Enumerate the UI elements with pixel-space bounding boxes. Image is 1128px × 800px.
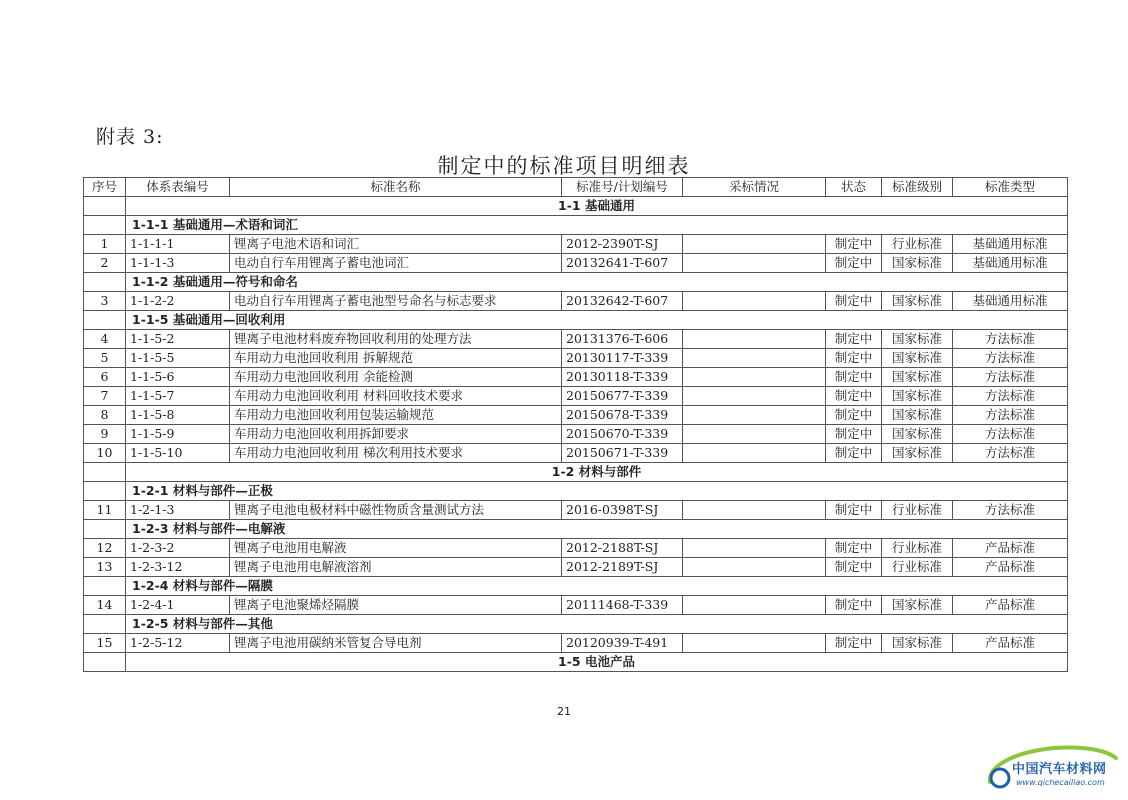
table-row	[84, 235, 1068, 254]
cell-type: 方法标准	[953, 330, 1068, 349]
watermark-brand: 中国汽车材料网	[1012, 762, 1107, 777]
cell-status: 制定中	[826, 444, 882, 463]
cell-type: 基础通用标准	[953, 235, 1068, 254]
table-row	[84, 539, 1068, 558]
cell-status: 制定中	[826, 387, 882, 406]
cell-type: 方法标准	[953, 425, 1068, 444]
cell-name: 电动自行车用锂离子蓄电池词汇	[230, 254, 562, 273]
cell-name: 锂离子电池材料废弃物回收利用的处理方法	[230, 330, 562, 349]
cell-std-no: 2012-2189T-SJ	[562, 558, 683, 577]
cell-type: 基础通用标准	[953, 292, 1068, 311]
cell-level: 国家标准	[882, 596, 953, 615]
cell-num: 15	[84, 634, 126, 653]
cell-name: 锂离子电池用电解液	[230, 539, 562, 558]
cell-code: 1-1-5-6	[126, 368, 230, 387]
table-row	[84, 254, 1068, 273]
section-num-cell	[84, 653, 126, 672]
table-row	[84, 330, 1068, 349]
cell-type: 方法标准	[953, 501, 1068, 520]
cell-num: 10	[84, 444, 126, 463]
subsection-row	[84, 216, 1068, 235]
cell-type: 方法标准	[953, 387, 1068, 406]
appendix-label: 附表 3:	[96, 126, 164, 148]
cell-num: 5	[84, 349, 126, 368]
cell-std-no: 2012-2188T-SJ	[562, 539, 683, 558]
header-level: 标准级别	[882, 178, 953, 197]
table-row	[84, 349, 1068, 368]
section-row	[84, 463, 1068, 482]
cell-name: 车用动力电池回收利用 拆解规范	[230, 349, 562, 368]
watermark-logo	[984, 738, 1124, 794]
cell-status: 制定中	[826, 235, 882, 254]
cell-std-no: 20132642-T-607	[562, 292, 683, 311]
cell-num: 8	[84, 406, 126, 425]
page-title: 制定中的标准项目明细表	[437, 154, 691, 178]
cell-type: 方法标准	[953, 444, 1068, 463]
table-row	[84, 368, 1068, 387]
cell-status: 制定中	[826, 368, 882, 387]
cell-status: 制定中	[826, 634, 882, 653]
cell-code: 1-2-3-2	[126, 539, 230, 558]
cell-type: 方法标准	[953, 349, 1068, 368]
cell-level: 国家标准	[882, 634, 953, 653]
subsection-num-cell	[84, 273, 126, 292]
cell-adopt	[683, 501, 826, 520]
subsection-num-cell	[84, 577, 126, 596]
cell-adopt	[683, 634, 826, 653]
subsection-title: 1-2-3 材料与部件—电解液	[126, 520, 1068, 539]
cell-adopt	[683, 558, 826, 577]
cell-level: 行业标准	[882, 558, 953, 577]
subsection-row	[84, 520, 1068, 539]
cell-num: 9	[84, 425, 126, 444]
cell-code: 1-2-4-1	[126, 596, 230, 615]
cell-name: 车用动力电池回收利用 材料回收技术要求	[230, 387, 562, 406]
cell-level: 行业标准	[882, 235, 953, 254]
cell-status: 制定中	[826, 292, 882, 311]
subsection-row	[84, 615, 1068, 634]
cell-level: 国家标准	[882, 330, 953, 349]
cell-level: 国家标准	[882, 254, 953, 273]
section-num-cell	[84, 463, 126, 482]
cell-status: 制定中	[826, 349, 882, 368]
cell-code: 1-2-3-12	[126, 558, 230, 577]
cell-std-no: 20150677-T-339	[562, 387, 683, 406]
cell-name: 锂离子电池用电解液溶剂	[230, 558, 562, 577]
cell-name: 锂离子电池聚烯烃隔膜	[230, 596, 562, 615]
cell-type: 产品标准	[953, 596, 1068, 615]
subsection-num-cell	[84, 216, 126, 235]
cell-type: 产品标准	[953, 558, 1068, 577]
standards-table	[83, 177, 1068, 672]
header-name: 标准名称	[230, 178, 562, 197]
cell-num: 12	[84, 539, 126, 558]
cell-name: 车用动力电池回收利用拆卸要求	[230, 425, 562, 444]
cell-name: 锂离子电池术语和词汇	[230, 235, 562, 254]
cell-code: 1-1-1-3	[126, 254, 230, 273]
cell-status: 制定中	[826, 558, 882, 577]
cell-std-no: 20111468-T-339	[562, 596, 683, 615]
cell-std-no: 20130118-T-339	[562, 368, 683, 387]
cell-status: 制定中	[826, 330, 882, 349]
cell-adopt	[683, 349, 826, 368]
cell-level: 国家标准	[882, 292, 953, 311]
subsection-row	[84, 311, 1068, 330]
cell-code: 1-1-5-8	[126, 406, 230, 425]
cell-std-no: 20131376-T-606	[562, 330, 683, 349]
cell-std-no: 2012-2390T-SJ	[562, 235, 683, 254]
cell-status: 制定中	[826, 254, 882, 273]
table-row	[84, 387, 1068, 406]
cell-code: 1-2-1-3	[126, 501, 230, 520]
cell-std-no: 20132641-T-607	[562, 254, 683, 273]
cell-adopt	[683, 254, 826, 273]
cell-num: 2	[84, 254, 126, 273]
cell-code: 1-1-5-7	[126, 387, 230, 406]
cell-adopt	[683, 368, 826, 387]
cell-name: 车用动力电池回收利用 余能检测	[230, 368, 562, 387]
cell-adopt	[683, 330, 826, 349]
subsection-title: 1-1-5 基础通用—回收利用	[126, 311, 1068, 330]
subsection-title: 1-1-2 基础通用—符号和命名	[126, 273, 1068, 292]
cell-type: 产品标准	[953, 634, 1068, 653]
cell-adopt	[683, 444, 826, 463]
cell-std-no: 20150671-T-339	[562, 444, 683, 463]
page-number: 21	[557, 705, 571, 718]
cell-num: 3	[84, 292, 126, 311]
cell-level: 国家标准	[882, 349, 953, 368]
header-adopt: 采标情况	[683, 178, 826, 197]
subsection-num-cell	[84, 520, 126, 539]
cell-std-no: 20150670-T-339	[562, 425, 683, 444]
subsection-title: 1-2-4 材料与部件—隔膜	[126, 577, 1068, 596]
section-row	[84, 653, 1068, 672]
cell-level: 国家标准	[882, 387, 953, 406]
cell-std-no: 20130117-T-339	[562, 349, 683, 368]
section-row	[84, 197, 1068, 216]
header-std-no: 标准号/计划编号	[562, 178, 683, 197]
cell-level: 行业标准	[882, 501, 953, 520]
cell-std-no: 20150678-T-339	[562, 406, 683, 425]
cell-level: 国家标准	[882, 425, 953, 444]
cell-std-no: 2016-0398T-SJ	[562, 501, 683, 520]
cell-type: 基础通用标准	[953, 254, 1068, 273]
cell-adopt	[683, 406, 826, 425]
subsection-row	[84, 273, 1068, 292]
table-row	[84, 425, 1068, 444]
subsection-title: 1-1-1 基础通用—术语和词汇	[126, 216, 1068, 235]
watermark-url: www.qichecailiao.com	[1016, 778, 1105, 787]
cell-type: 方法标准	[953, 406, 1068, 425]
cell-num: 6	[84, 368, 126, 387]
cell-code: 1-2-5-12	[126, 634, 230, 653]
cell-status: 制定中	[826, 501, 882, 520]
cell-num: 11	[84, 501, 126, 520]
cell-level: 行业标准	[882, 539, 953, 558]
cell-num: 1	[84, 235, 126, 254]
table-row	[84, 558, 1068, 577]
subsection-title: 1-2-1 材料与部件—正极	[126, 482, 1068, 501]
cell-level: 国家标准	[882, 368, 953, 387]
cell-num: 7	[84, 387, 126, 406]
header-num: 序号	[84, 178, 126, 197]
cell-code: 1-1-2-2	[126, 292, 230, 311]
cell-name: 锂离子电池用碳纳米管复合导电剂	[230, 634, 562, 653]
table-row	[84, 406, 1068, 425]
cell-status: 制定中	[826, 406, 882, 425]
cell-status: 制定中	[826, 425, 882, 444]
table-row	[84, 596, 1068, 615]
cell-name: 电动自行车用锂离子蓄电池型号命名与标志要求	[230, 292, 562, 311]
cell-status: 制定中	[826, 539, 882, 558]
table-row	[84, 634, 1068, 653]
cell-code: 1-1-5-9	[126, 425, 230, 444]
table-row	[84, 444, 1068, 463]
table-row	[84, 501, 1068, 520]
header-type: 标准类型	[953, 178, 1068, 197]
section-num-cell	[84, 197, 126, 216]
cell-num: 14	[84, 596, 126, 615]
section-title: 1-2 材料与部件	[126, 463, 1068, 482]
cell-name: 车用动力电池回收利用包装运输规范	[230, 406, 562, 425]
cell-adopt	[683, 235, 826, 254]
cell-adopt	[683, 292, 826, 311]
subsection-num-cell	[84, 615, 126, 634]
cell-adopt	[683, 539, 826, 558]
cell-code: 1-1-5-2	[126, 330, 230, 349]
cell-num: 13	[84, 558, 126, 577]
subsection-num-cell	[84, 482, 126, 501]
table-body	[84, 197, 1068, 672]
cell-code: 1-1-5-10	[126, 444, 230, 463]
cell-type: 产品标准	[953, 539, 1068, 558]
cell-name: 锂离子电池电极材料中磁性物质含量测试方法	[230, 501, 562, 520]
cell-level: 国家标准	[882, 444, 953, 463]
cell-std-no: 20120939-T-491	[562, 634, 683, 653]
subsection-row	[84, 482, 1068, 501]
section-title: 1-5 电池产品	[126, 653, 1068, 672]
table-row	[84, 292, 1068, 311]
header-code: 体系表编号	[126, 178, 230, 197]
cell-adopt	[683, 596, 826, 615]
cell-level: 国家标准	[882, 406, 953, 425]
cell-type: 方法标准	[953, 368, 1068, 387]
cell-name: 车用动力电池回收利用 梯次利用技术要求	[230, 444, 562, 463]
cell-num: 4	[84, 330, 126, 349]
cell-code: 1-1-1-1	[126, 235, 230, 254]
subsection-title: 1-2-5 材料与部件—其他	[126, 615, 1068, 634]
header-status: 状态	[826, 178, 882, 197]
cell-code: 1-1-5-5	[126, 349, 230, 368]
subsection-num-cell	[84, 311, 126, 330]
cell-adopt	[683, 387, 826, 406]
section-title: 1-1 基础通用	[126, 197, 1068, 216]
subsection-row	[84, 577, 1068, 596]
cell-adopt	[683, 425, 826, 444]
header-row	[84, 178, 1068, 197]
cell-status: 制定中	[826, 596, 882, 615]
